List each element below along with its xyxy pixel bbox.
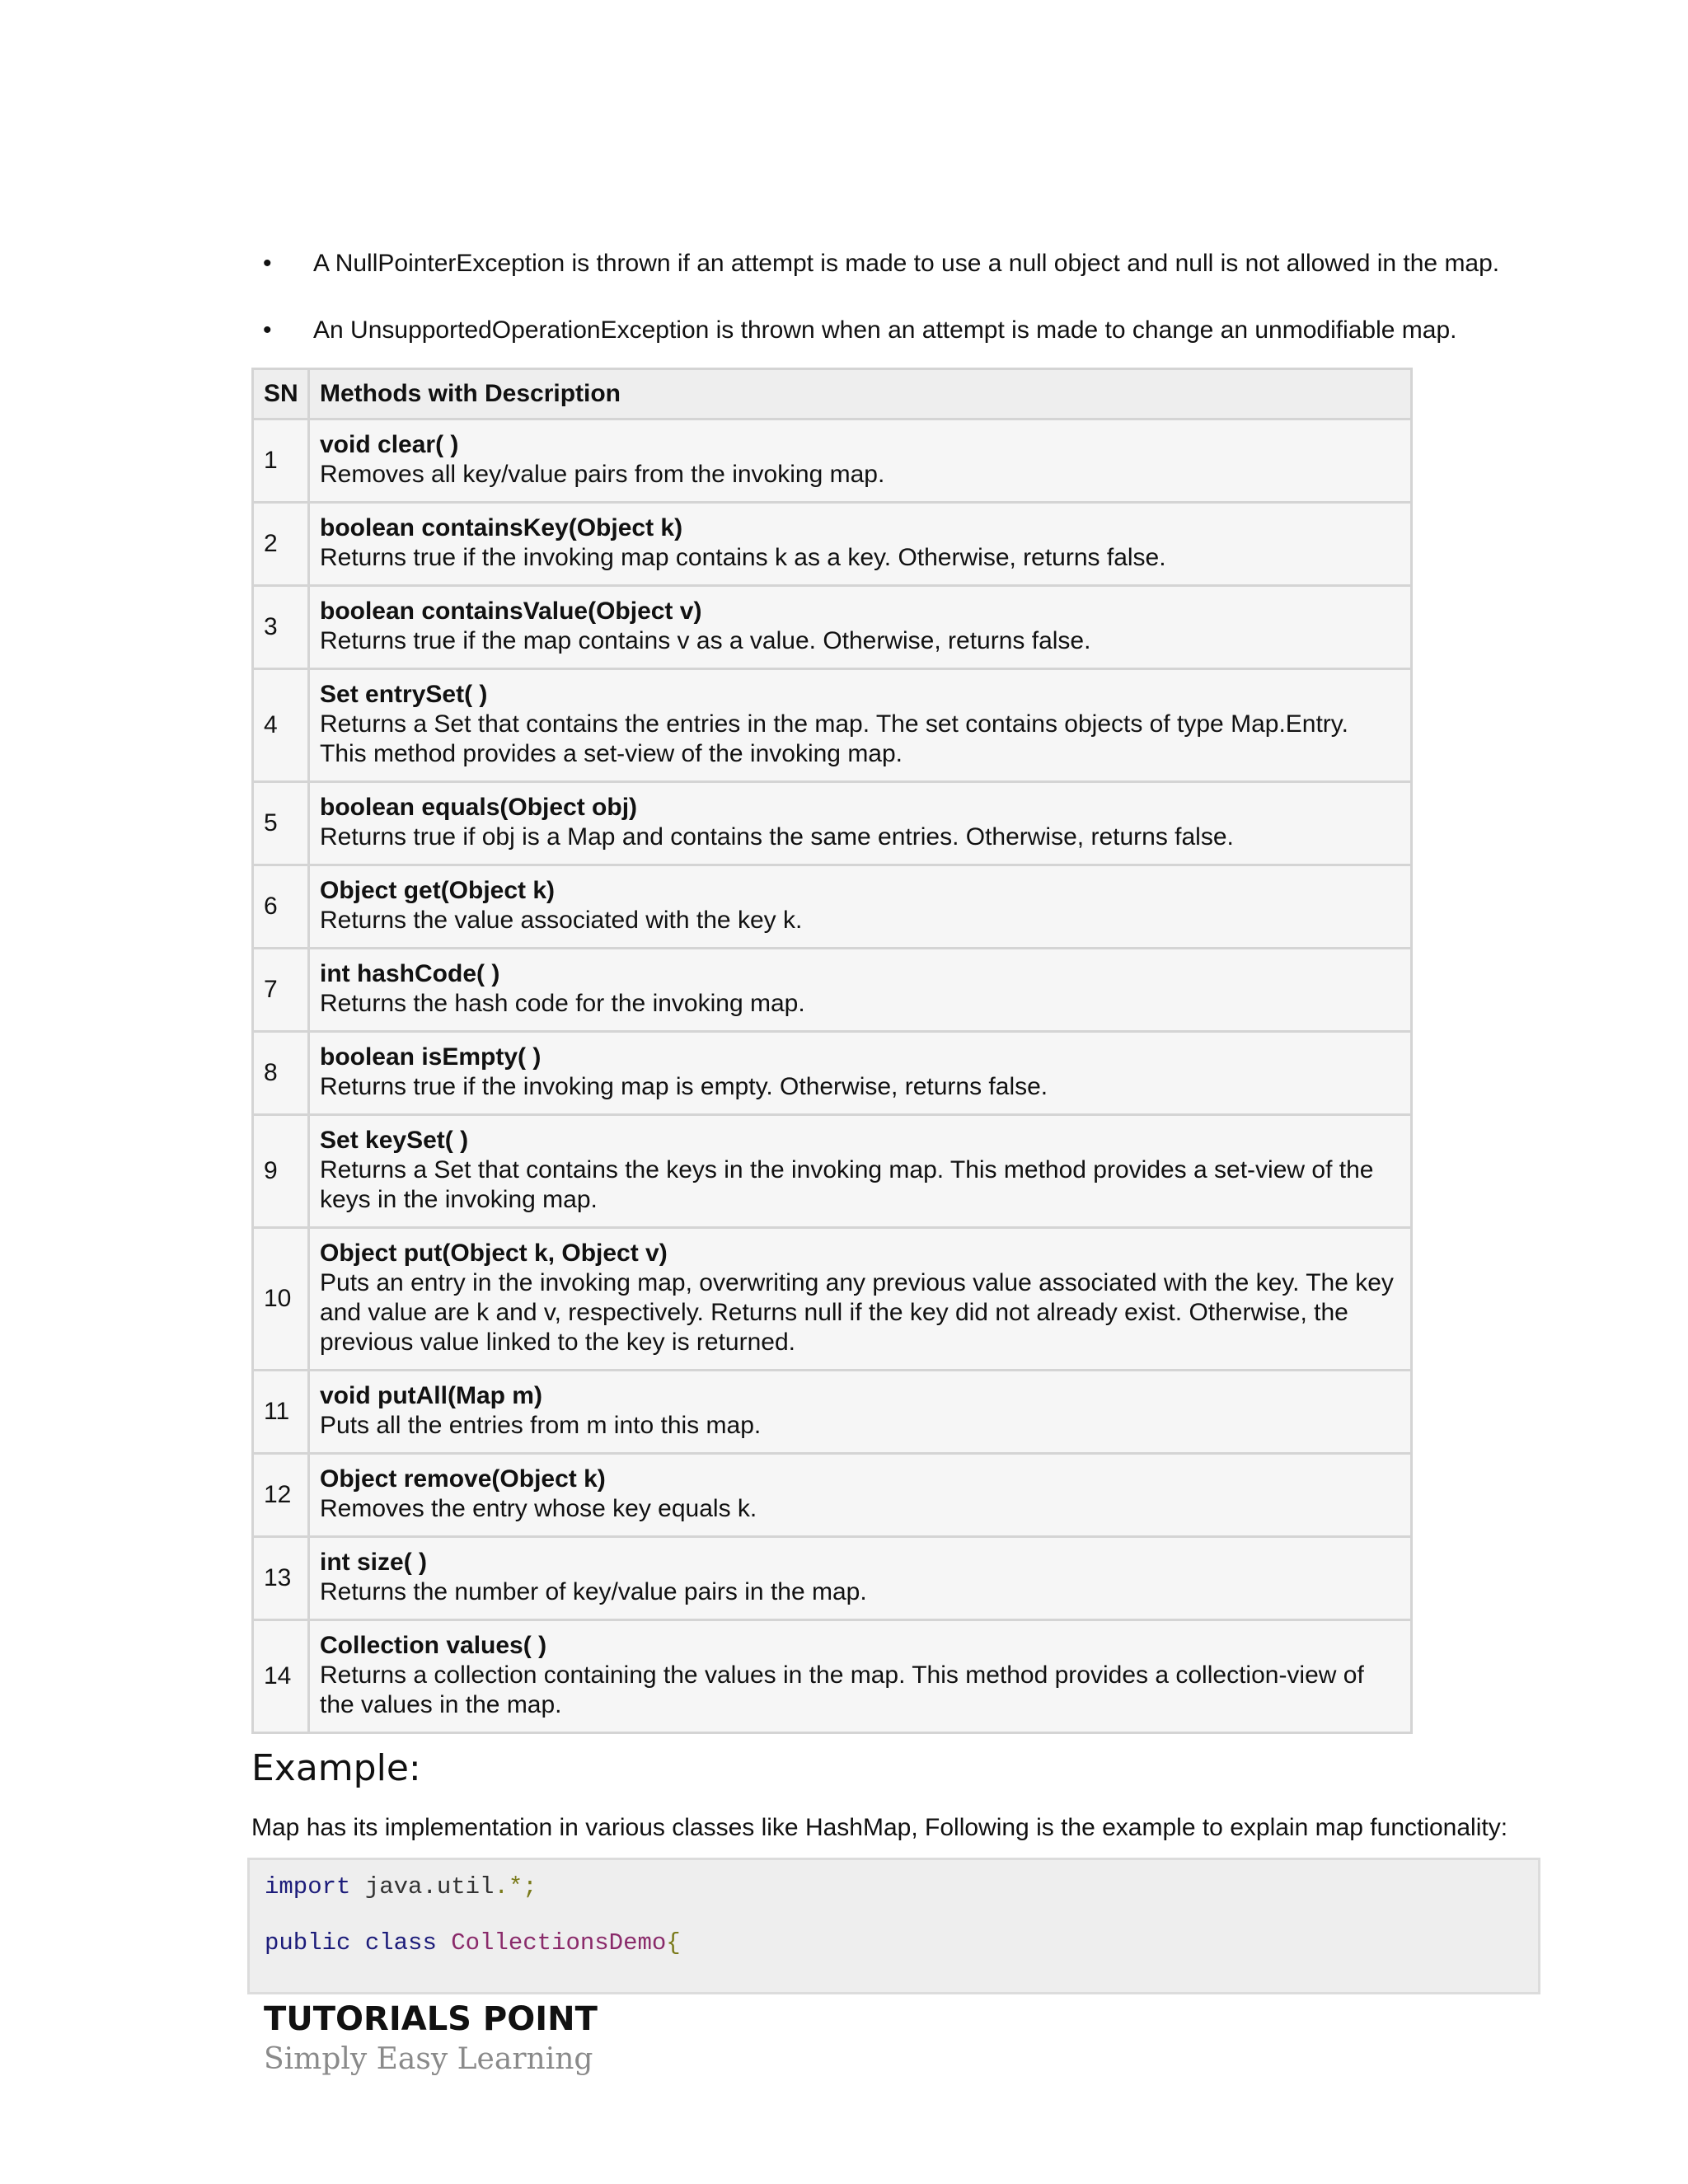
table-header-row [253, 369, 1412, 419]
method-signature: boolean isEmpty( ) [320, 1043, 542, 1071]
method-cell [309, 1371, 1412, 1454]
bullet-text: An UnsupportedOperationException is thrown when an attempt is made to change an unmodifiable map. [313, 316, 1457, 344]
row-number: 8 [253, 1032, 309, 1115]
method-signature: boolean containsValue(Object v) [320, 598, 702, 625]
code-punct: { [666, 1929, 681, 1957]
code-keyword: import [265, 1873, 351, 1900]
row-number: 13 [253, 1537, 309, 1620]
example-intro: Map has its implementation in various classes like HashMap, Following is the example to explain map functionality: [251, 1814, 1508, 1841]
method-cell [309, 1537, 1412, 1620]
method-cell [309, 669, 1412, 782]
row-number: 3 [253, 586, 309, 669]
table-row [253, 949, 1412, 1032]
row-number: 9 [253, 1115, 309, 1228]
row-number: 11 [253, 1371, 309, 1454]
footer-brand: TUTORIALS POINT [264, 2000, 598, 2038]
code-line [265, 1929, 681, 1957]
row-number: 14 [253, 1620, 309, 1733]
row-number: 4 [253, 669, 309, 782]
method-cell [309, 1454, 1412, 1537]
method-description: Puts all the entries from m into this map. [320, 1412, 762, 1439]
table-row [253, 503, 1412, 586]
method-signature: Collection values( ) [320, 1632, 547, 1659]
method-cell [309, 1115, 1412, 1228]
method-description: Returns true if the invoking map contains k as a key. Otherwise, returns false. [320, 544, 1166, 571]
code-punct: *; [508, 1873, 537, 1900]
method-signature: Object remove(Object k) [320, 1465, 606, 1493]
example-heading: Example: [251, 1747, 421, 1789]
method-cell [309, 1032, 1412, 1115]
row-number: 12 [253, 1454, 309, 1537]
table-row [253, 669, 1412, 782]
list-item [251, 314, 1537, 347]
list-item [251, 247, 1537, 280]
code-keyword: public [265, 1929, 351, 1957]
bullet-text: A NullPointerException is thrown if an attempt is made to use a null object and null is not allowed in the map. [313, 250, 1500, 277]
methods-table [251, 368, 1413, 1734]
method-signature: void clear( ) [320, 431, 459, 458]
table-row [253, 865, 1412, 949]
method-description: Returns the hash code for the invoking map. [320, 990, 805, 1017]
table-row [253, 782, 1412, 865]
method-description: Returns true if the map contains v as a value. Otherwise, returns false. [320, 627, 1091, 654]
row-number: 5 [253, 782, 309, 865]
method-description: Returns the number of key/value pairs in the map. [320, 1578, 867, 1605]
method-cell [309, 865, 1412, 949]
footer-tagline: Simply Easy Learning [264, 2042, 593, 2076]
method-cell [309, 782, 1412, 865]
method-signature: boolean equals(Object obj) [320, 794, 638, 821]
method-description: Removes the entry whose key equals k. [320, 1495, 757, 1522]
method-signature: int hashCode( ) [320, 960, 500, 987]
method-description: Removes all key/value pairs from the invoking map. [320, 461, 885, 488]
method-cell [309, 586, 1412, 669]
table-row [253, 1032, 1412, 1115]
method-description: Returns true if the invoking map is empty. Otherwise, returns false. [320, 1073, 1048, 1100]
method-signature: Object get(Object k) [320, 877, 556, 904]
table-row [253, 1228, 1412, 1371]
method-description: Returns a Set that contains the keys in the invoking map. This method provides a set-view of the keys in the invoking map. [320, 1156, 1374, 1213]
table-row [253, 1620, 1412, 1733]
row-number: 6 [253, 865, 309, 949]
bullet-icon: • [263, 316, 272, 344]
code-punct: . [494, 1873, 509, 1900]
method-description: Puts an entry in the invoking map, overwriting any previous value associated with the key. The key and value are k and v, respectively. Returns null if the key did not already exist. Otherwise, the previous value linked to the key is returned. [320, 1269, 1394, 1356]
method-signature: Object put(Object k, Object v) [320, 1240, 668, 1267]
table-row [253, 1115, 1412, 1228]
table-row [253, 586, 1412, 669]
code-line [265, 1873, 537, 1900]
table-row [253, 1454, 1412, 1537]
method-description: Returns the value associated with the key k. [320, 907, 803, 934]
method-signature: Set entrySet( ) [320, 681, 488, 708]
method-cell [309, 503, 1412, 586]
code-package: java.util [364, 1873, 495, 1900]
method-cell [309, 419, 1412, 503]
table-row [253, 419, 1412, 503]
row-number: 2 [253, 503, 309, 586]
method-signature: boolean containsKey(Object k) [320, 514, 683, 541]
table-row [253, 1537, 1412, 1620]
code-keyword: class [364, 1929, 437, 1957]
bullet-icon: • [263, 250, 272, 277]
method-description: Returns a Set that contains the entries in the map. The set contains objects of type Map.Entry. This method provides a set-view of the invoking map. [320, 710, 1348, 767]
method-signature: void putAll(Map m) [320, 1382, 542, 1409]
column-header-sn: SN [253, 369, 309, 419]
table-row [253, 1371, 1412, 1454]
method-description: Returns true if obj is a Map and contains the same entries. Otherwise, returns false. [320, 823, 1234, 851]
row-number: 7 [253, 949, 309, 1032]
method-cell [309, 1228, 1412, 1371]
code-class-name: CollectionsDemo [451, 1929, 667, 1957]
method-cell [309, 949, 1412, 1032]
methods-table-body [253, 419, 1412, 1733]
exceptions-list [251, 247, 1537, 381]
row-number: 1 [253, 419, 309, 503]
method-description: Returns a collection containing the values in the map. This method provides a collection-view of the values in the map. [320, 1661, 1364, 1718]
method-signature: Set keySet( ) [320, 1127, 469, 1154]
code-block [247, 1858, 1540, 1994]
column-header-methods: Methods with Description [309, 369, 1412, 419]
row-number: 10 [253, 1228, 309, 1371]
method-signature: int size( ) [320, 1549, 428, 1576]
method-cell [309, 1620, 1412, 1733]
